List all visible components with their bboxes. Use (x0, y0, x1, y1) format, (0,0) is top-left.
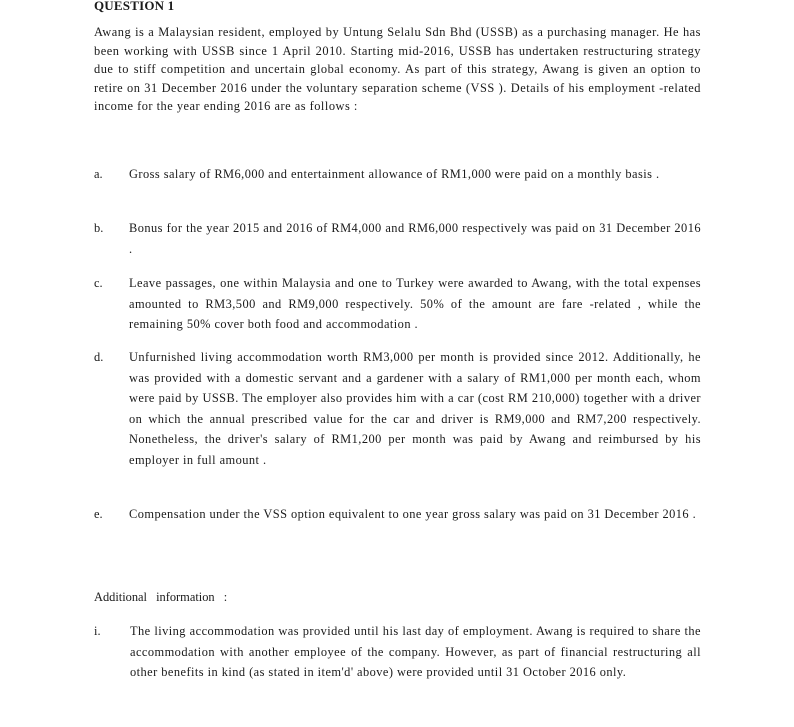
item-marker: c. (94, 276, 103, 290)
item-text: Bonus for the year 2015 and 2016 of RM4,000 and RM6,000 respectively was paid on 31 December 2016 . (129, 221, 701, 256)
question-title: QUESTION 1 (94, 0, 175, 13)
item-text: The living accommodation was provided until his last day of employment. Awang is required to share the accommodation with another employee of the company. However, as part of financial restructuring all other benefits in kind (as stated in item'd' above) were provided until 31 October 2016 only. (130, 624, 701, 680)
additional-information-heading: Additional information : (94, 590, 228, 604)
item-text: Leave passages, one within Malaysia and one to Turkey were awarded to Awang, with the total expenses amounted to RM3,500 and RM9,000 respectively. 50% of the amount are fare -related , while the remaining 50% cover both food and accommodation . (129, 276, 701, 332)
item-marker: i. (94, 624, 101, 638)
item-marker: a. (94, 167, 103, 181)
item-text: Unfurnished living accommodation worth RM3,000 per month is provided since 2012. Additionally, he was provided with a domestic servant and a gardener with a salary of RM1,000 per month each, whom were paid by USSB. The employer also provides him with a car (cost RM 210,000) together with a driver on which the annual prescribed value for the car and driver is RM9,000 and RM7,200 respectively. Nonetheless, the driver's salary of RM1,200 per month was paid by Awang and reimbursed by his employer in full amount . (129, 350, 701, 467)
item-text: Gross salary of RM6,000 and entertainment allowance of RM1,000 were paid on a monthly basis . (129, 167, 660, 181)
intro-paragraph: Awang is a Malaysian resident, employed by Untung Selalu Sdn Bhd (USSB) as a purchasing manager. He has been working with USSB since 1 April 2010. Starting mid-2016, USSB has undertaken restructuring strategy due to stiff competition and uncertain global economy. As part of this strategy, Awang is given an option to retire on 31 December 2016 under the voluntary separation scheme (VSS ). Details of his employment -related income for the year ending 2016 are as follows : (94, 25, 701, 113)
item-marker: e. (94, 507, 103, 521)
item-text: Compensation under the VSS option equivalent to one year gross salary was paid on 31 December 2016 . (129, 507, 697, 521)
item-marker: b. (94, 221, 104, 235)
item-marker: d. (94, 350, 104, 364)
